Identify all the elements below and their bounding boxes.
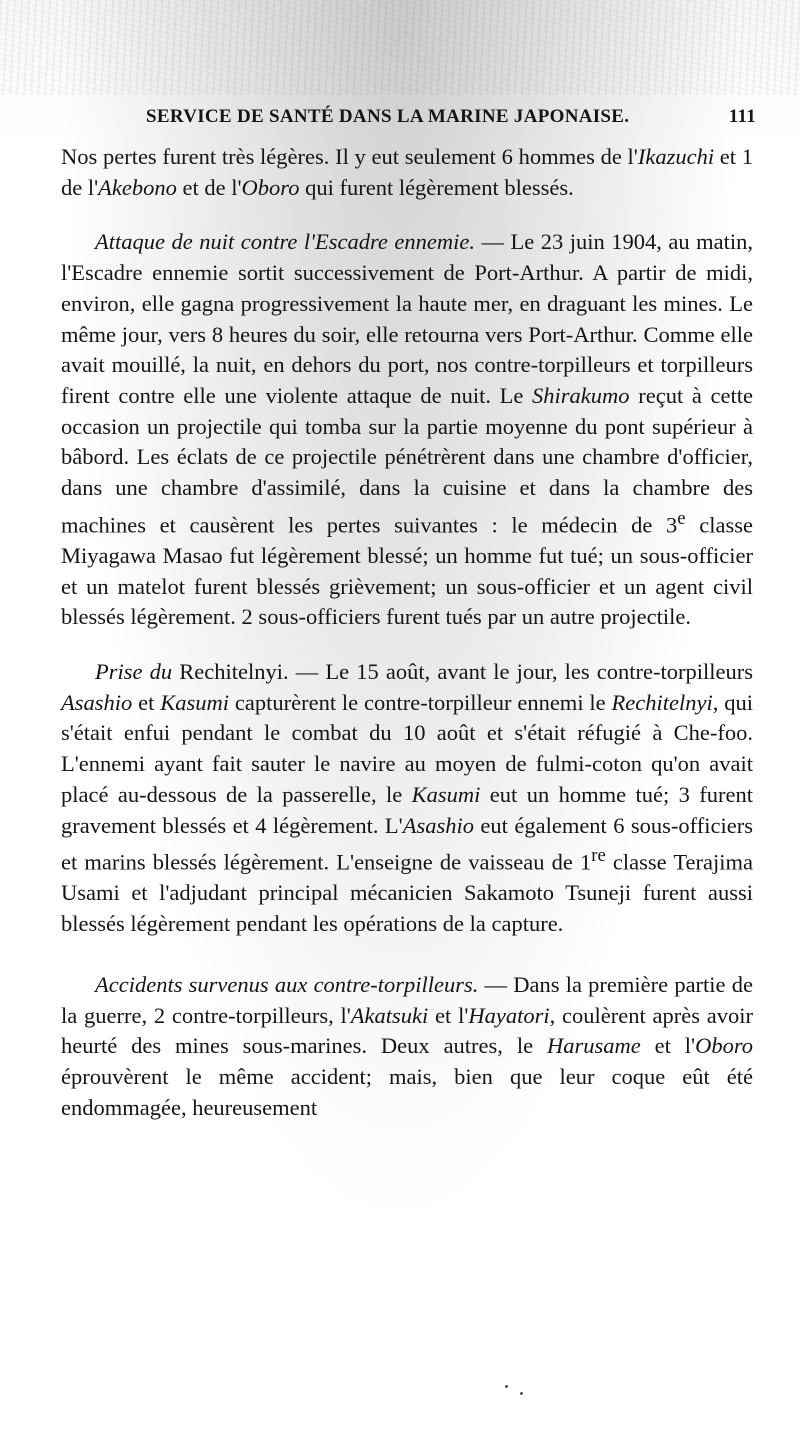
section-lead: Prise du [95,659,173,685]
paragraph-gap [61,203,753,227]
ship-name: Hayatori [468,1002,550,1028]
ship-name: Harusame [546,1033,641,1059]
ship-name: Rechitelnyi [611,689,713,715]
ship-name: Akatsuki [350,1002,429,1028]
scan-speck [520,1392,523,1395]
ship-name: Oboro [695,1033,753,1059]
paragraph-capture: Prise du Rechitelnyi. — Le 15 août, avant le jour, les contre-torpilleurs Asashio et Kasumi capturèrent le contre-torpilleur ennemi le Rechitelnyi, qui s'était enfui pendant le combat du 10 août et s'était réfugié à Che-foo. L'ennemi ayant fait sauter le navire au moyen de fulmi-coton qu'on avait placé au-dessous de la passerelle, le Kasumi eut un homme tué; 3 furent gravement blessés et 4 légèrement. L'Asashio eut également 6 sous-officiers et marins blessés légèrement. L'enseigne de vaisseau de 1re classe Terajima Usami et l'adjudant principal mécanicien Sakamoto Tsuneji furent aussi blessés légèrement pendant les opérations de la capture. [61,659,754,937]
section-lead: Attaque de nuit contre l'Escadre ennemie. [95,229,475,255]
superscript: e [677,507,686,529]
paragraph-gap [61,940,753,970]
paragraph-gap [61,633,753,657]
paragraph-night-attack: Attaque de nuit contre l'Escadre ennemie. — Le 23 juin 1904, au matin, l'Escadre ennemie sortit successivement de Port-Arthur. A partir de midi, environ, elle gagna progressivement la haute mer, en draguant les mines. Le même jour, vers 8 heures du soir, elle retourna vers Port-Arthur. Comme elle avait mouillé, la nuit, en dehors du port, nos contre-torpilleurs et torpilleurs firent contre elle une violente attaque de nuit. Le Shirakumo reçut à cette occasion un projectile qui tomba sur la partie moyenne du pont supérieur à bâbord. Les éclats de ce projectile pénétrèrent dans une chambre d'officier, dans une chambre d'assimilé, dans la cuisine et dans la chambre des machines et causèrent les pertes suivantes : le médecin de 3e classe Miyagawa Masao fut légèrement blessé; un homme fut tué; un sous-officier et un matelot furent blessés grièvement; un sous-officier et un agent civil blessés légèrement. 2 sous-officiers furent tués par un autre projectile. [61,229,753,630]
body-text [61,142,753,1123]
ship-name: Shirakumo [532,382,630,408]
ship-name: Asashio [402,812,474,838]
ship-name: Ikazuchi [637,144,715,169]
ship-name: Asashio [61,689,133,715]
superscript: re [591,845,606,867]
ship-name: Kasumi [160,689,230,715]
paragraph-accidents: Accidents survenus aux contre-torpilleurs. — Dans la première partie de la guerre, 2 contre-torpilleurs, l'Akatsuki et l'Hayatori, coulèrent après avoir heurté des mines sous-marines. Deux autres, le Harusame et l'Oboro éprouvèrent le même accident; mais, bien que leur coque eût été endommagée, heureusement [61,971,753,1120]
page-header [146,106,756,134]
ship-name: Akebono [98,174,177,200]
paragraph-losses: Nos pertes furent très légères. Il y eut seulement 6 hommes de l'Ikazuchi et 1 de l'Akebono et de l'Oboro qui furent légèrement blessés. [61,144,753,200]
scan-noise-band [0,0,800,95]
scan-speck [505,1385,508,1388]
running-title: SERVICE DE SANTÉ DANS LA MARINE JAPONAISE. [146,106,630,127]
ship-name: Kasumi [411,781,481,807]
ship-name: Oboro [241,174,300,200]
page-number: 111 [728,106,756,127]
section-lead: Accidents survenus aux contre-torpilleurs. [95,971,479,997]
